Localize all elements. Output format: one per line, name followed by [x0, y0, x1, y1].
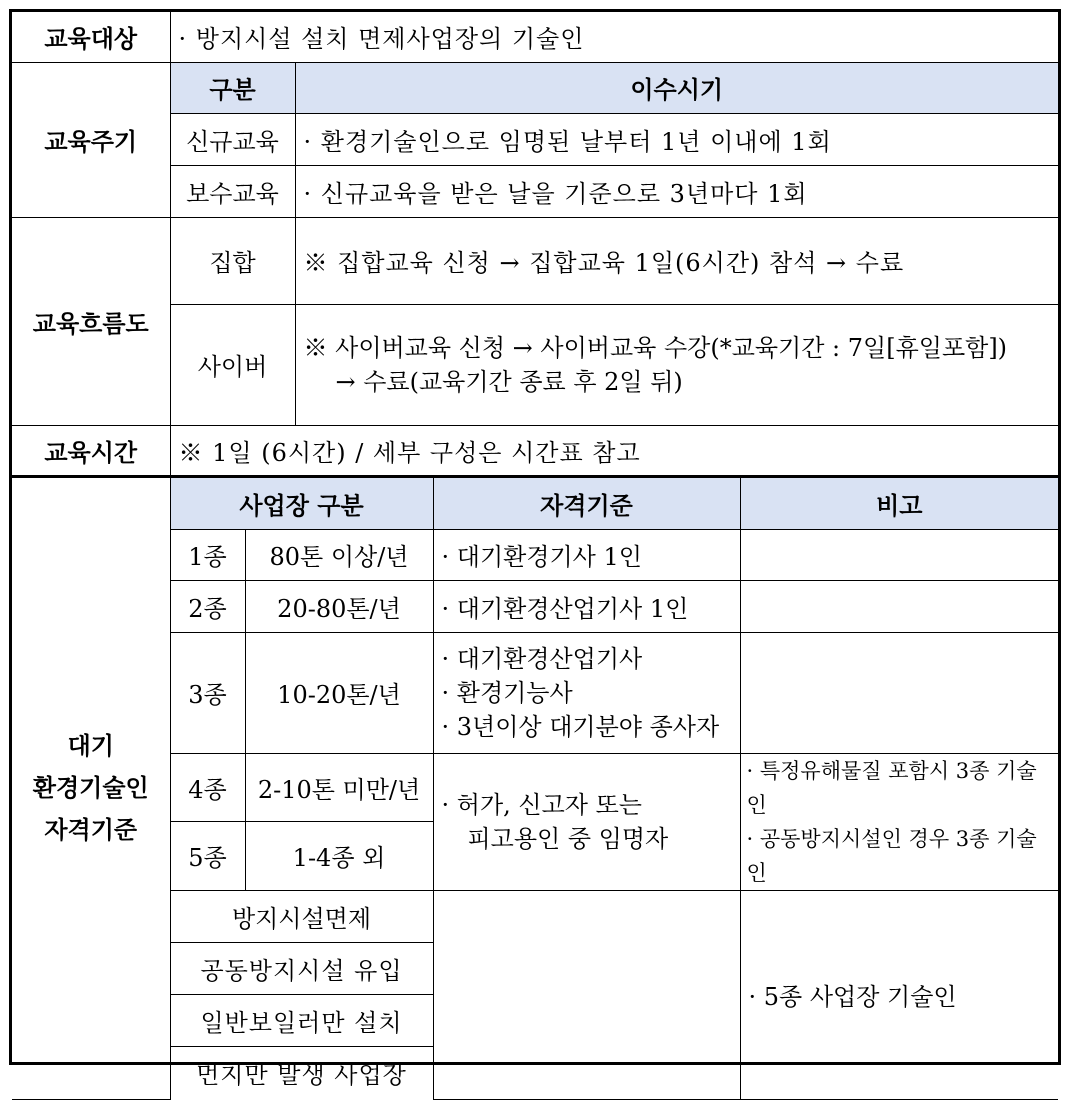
qual-header-site: 사업장 구분 — [170, 478, 433, 529]
qual-label-line1: 대기 — [67, 732, 114, 761]
criteria-3-line3: · 3년이상 대기분야 종사자 — [441, 712, 720, 741]
range-4: 2-10톤 미만/년 — [245, 753, 433, 822]
cycle-desc-refresh: · 신규교육을 받은 날을 기준으로 3년마다 1회 — [295, 165, 1058, 217]
edu-time-label: 교육시간 — [12, 425, 170, 475]
edu-target-label: 교육대상 — [12, 12, 170, 62]
criteria-4-5-line2: 피고용인 중 임명자 — [467, 824, 669, 853]
edu-time-value: ※ 1일 (6시간) / 세부 구성은 시간표 참고 — [170, 425, 1058, 475]
cycle-header-type: 구분 — [170, 62, 295, 113]
criteria-4-5-line1: · 허가, 신고자 또는 — [441, 790, 642, 819]
cycle-desc-new: · 환경기술인으로 임명된 날부터 1년 이내에 1회 — [295, 113, 1058, 165]
criteria-2: · 대기환경산업기사 1인 — [433, 580, 740, 632]
range-1: 80톤 이상/년 — [245, 529, 433, 580]
exempt-site-4: 먼지만 발생 사업장 — [170, 1046, 433, 1099]
exempt-site-3: 일반보일러만 설치 — [170, 994, 433, 1046]
flow-desc-cyber-line2: → 수료(교육기간 종료 후 2일 뒤) — [335, 367, 683, 396]
qual-header-criteria: 자격기준 — [433, 478, 740, 529]
note-1 — [740, 529, 1058, 580]
criteria-3-line1: · 대기환경산업기사 — [441, 644, 643, 673]
flow-desc-cyber-line1: ※ 사이버교육 신청 → 사이버교육 수강(*교육기간 : 7일[휴일포함]) — [303, 333, 1008, 362]
qual-label — [12, 478, 170, 1099]
qualification-table — [12, 478, 1058, 1100]
cycle-header-time: 이수시기 — [295, 62, 1058, 113]
criteria-4-5 — [433, 753, 740, 890]
grade-5: 5종 — [170, 822, 245, 891]
flow-type-group: 집합 — [170, 217, 295, 304]
grade-1: 1종 — [170, 529, 245, 580]
edu-flow-label: 교육흐름도 — [12, 217, 170, 425]
cycle-type-new: 신규교육 — [170, 113, 295, 165]
grade-3: 3종 — [170, 632, 245, 753]
education-info-table — [9, 9, 1061, 1090]
range-5: 1-4종 외 — [245, 822, 433, 891]
note-4-5 — [740, 753, 1058, 890]
cycle-type-refresh: 보수교육 — [170, 165, 295, 217]
note-4-5-line2: · 공동방지시설인 경우 3종 기술인 — [746, 826, 1037, 885]
exempt-note: · 5종 사업장 기술인 — [740, 890, 1058, 1099]
note-2 — [740, 580, 1058, 632]
criteria-1: · 대기환경기사 1인 — [433, 529, 740, 580]
range-2: 20-80톤/년 — [245, 580, 433, 632]
criteria-3 — [433, 632, 740, 753]
flow-type-cyber: 사이버 — [170, 304, 295, 425]
exempt-site-1: 방지시설면제 — [170, 890, 433, 942]
range-3: 10-20톤/년 — [245, 632, 433, 753]
exempt-site-2: 공동방지시설 유입 — [170, 942, 433, 994]
criteria-3-line2: · 환경기능사 — [441, 678, 573, 707]
exempt-criteria — [433, 890, 740, 1099]
qual-label-line3: 자격기준 — [44, 816, 138, 845]
qual-label-line2: 환경기술인 — [32, 774, 149, 803]
flow-desc-cyber — [295, 304, 1058, 425]
note-4-5-line1: · 특정유해물질 포함시 3종 기술인 — [746, 758, 1037, 817]
edu-target-value: · 방지시설 설치 면제사업장의 기술인 — [170, 12, 1058, 62]
grade-2: 2종 — [170, 580, 245, 632]
education-overview-table — [12, 12, 1058, 475]
grade-4: 4종 — [170, 753, 245, 822]
flow-desc-group: ※ 집합교육 신청 → 집합교육 1일(6시간) 참석 → 수료 — [295, 217, 1058, 304]
qual-header-note: 비고 — [740, 478, 1058, 529]
note-3 — [740, 632, 1058, 753]
edu-cycle-label: 교육주기 — [12, 62, 170, 217]
